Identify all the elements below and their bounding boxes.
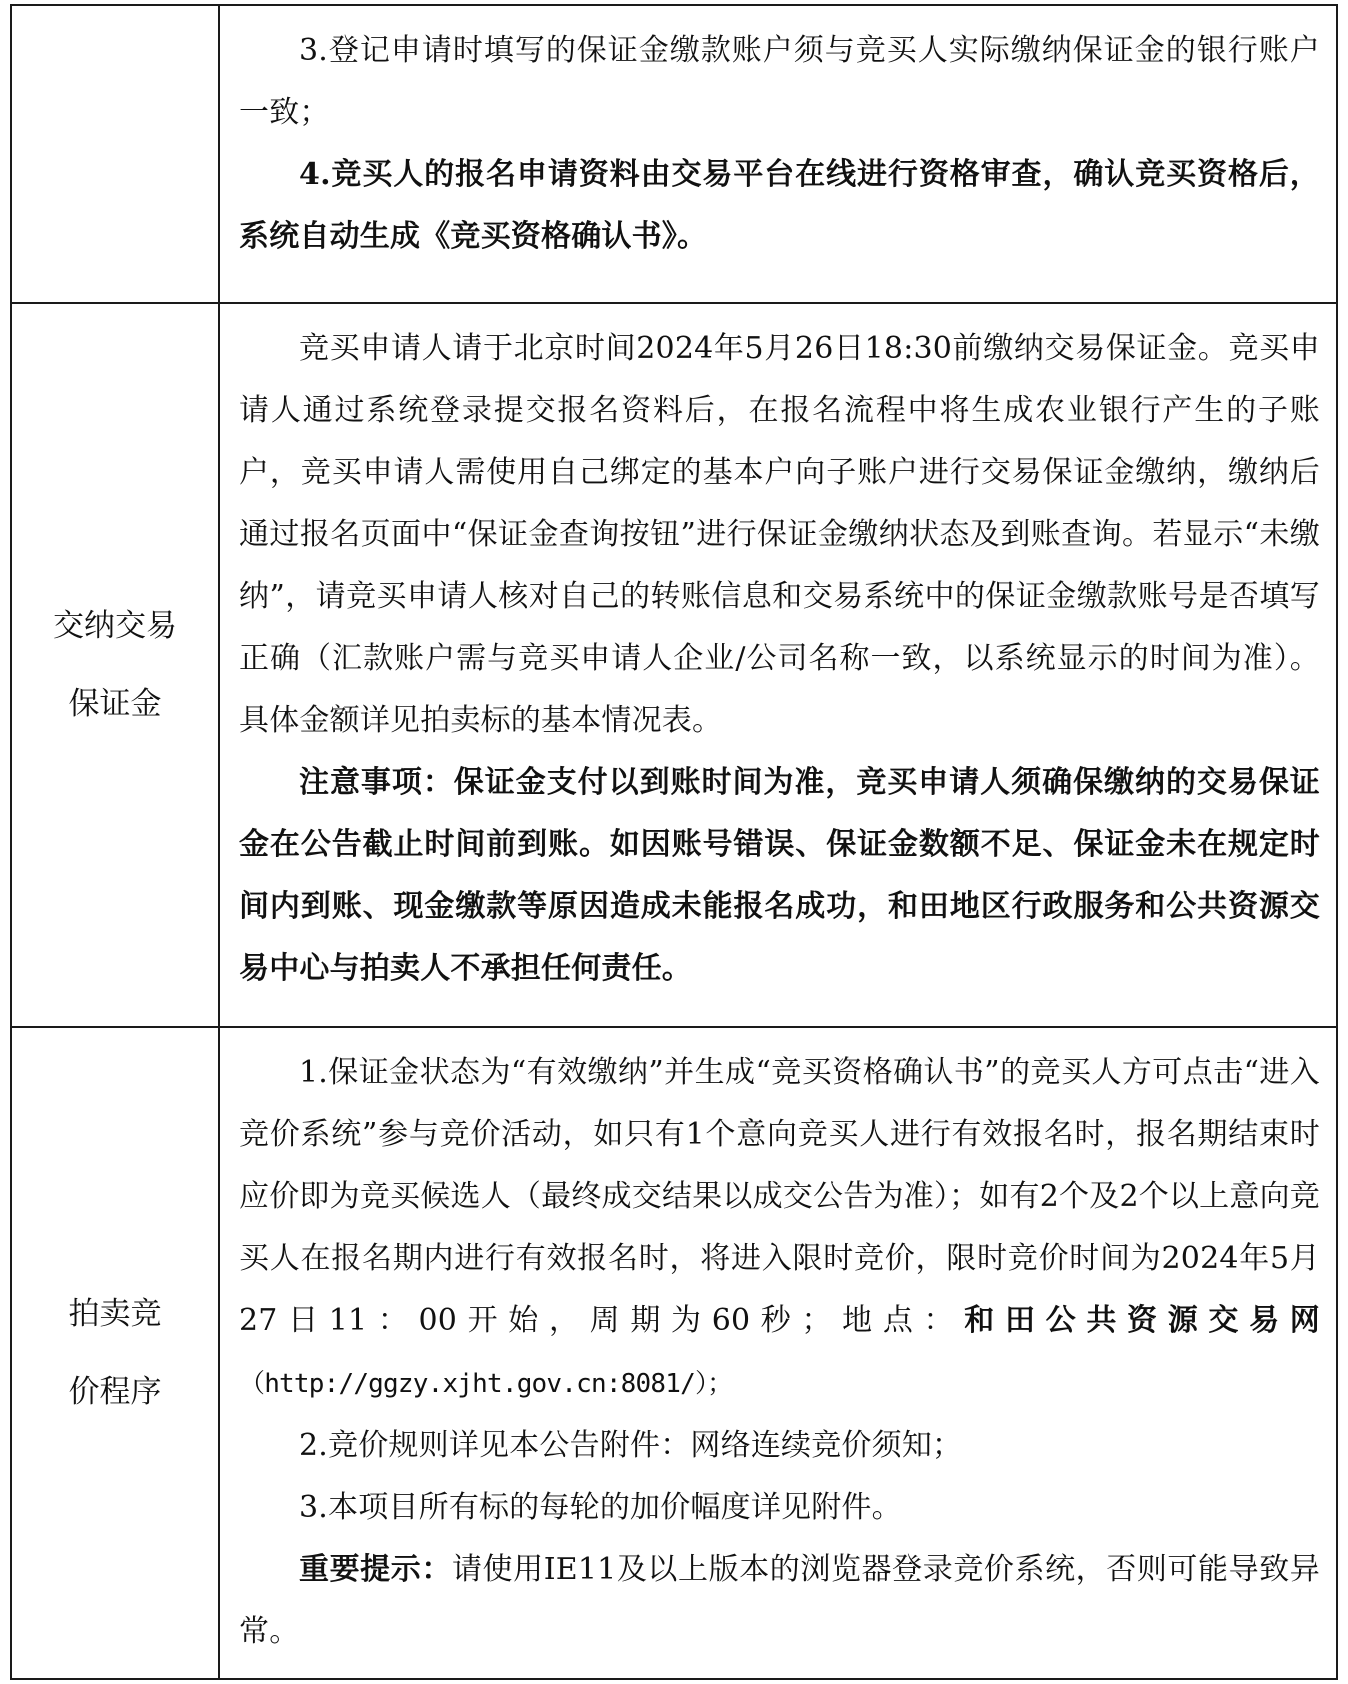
row-label-bidding <box>11 1027 219 1679</box>
table-row <box>11 303 1337 1027</box>
table-row <box>11 5 1337 303</box>
table-row <box>11 1027 1337 1679</box>
paragraph-bid-increment: 3.本项目所有标的每轮的加价幅度详见附件。 <box>299 1490 902 1525</box>
paragraph-important-tip <box>239 1539 1320 1663</box>
row-content <box>219 5 1337 303</box>
row-content <box>219 1027 1337 1679</box>
paragraph-bidding-procedure <box>239 1042 1320 1415</box>
label-line: 保证金 <box>68 686 162 722</box>
label-line: 价程序 <box>68 1374 162 1410</box>
paragraph-account-consistency: 3.登记申请时填写的保证金缴款账户须与竞买人实际缴纳保证金的银行账户一致； <box>239 33 1320 130</box>
paragraph-qualification-review: 4.竞买人的报名申请资料由交易平台在线进行资格审查，确认竞买资格后，系统自动生成《竞买资格确认书》。 <box>239 157 1320 254</box>
paragraph-deposit-notice: 注意事项：保证金支付以到账时间为准，竞买申请人须确保缴纳的交易保证金在公告截止时间前到账。如因账号错误、保证金数额不足、保证金未在规定时间内到账、现金缴款等原因造成未能报名成功，和田地区行政服务和公共资源交易中心与拍卖人不承担任何责任。 <box>239 765 1320 986</box>
row-label-empty <box>11 5 219 303</box>
paragraph-deposit-instructions: 竞买申请人请于北京时间2024年5月26日18:30前缴纳交易保证金。竞买申请人通过系统登录提交报名资料后，在报名流程中将生成农业银行产生的子账户，竞买申请人需使用自己绑定的基本户向子账户进行交易保证金缴纳，缴纳后通过报名页面中“保证金查询按钮”进行保证金缴纳状态及到账查询。若显示“未缴纳”，请竞买申请人核对自己的转账信息和交易系统中的保证金缴款账号是否填写正确（汇款账户需与竞买申请人企业/公司名称一致，以系统显示的时间为准）。具体金额详见拍卖标的基本情况表。 <box>239 331 1320 738</box>
paragraph-bidding-rules: 2.竞价规则详见本公告附件：网络连续竞价须知； <box>299 1428 963 1463</box>
bidding-place: 和田公共资源交易网 <box>964 1303 1320 1338</box>
label-line: 拍卖竞 <box>68 1296 162 1332</box>
row-label-deposit <box>11 303 219 1027</box>
announcement-table <box>10 4 1338 1680</box>
bidding-url: （http://ggzy.xjht.gov.cn:8081/）； <box>239 1369 733 1399</box>
bidding-procedure-text: 1.保证金状态为“有效缴纳”并生成“竞买资格确认书”的竞买人方可点击“进入竞价系统”参与竞价活动，如只有1个意向竞买人进行有效报名时，报名期结束时应价即为竞买候选人（最终成交结果以成交公告为准）；如有2个及2个以上意向竞买人在报名期内进行有效报名时，将进入限时竞价，限时竞价时间为2024年5月27日11：00开始，周期为60秒；地点： <box>239 1055 1320 1338</box>
label-line: 交纳交易 <box>53 608 177 644</box>
important-tip-text: 请使用IE11及以上版本的浏览器登录竞价系统，否则可能导致异常。 <box>239 1552 1320 1649</box>
important-tip-lead: 重要提示： <box>299 1552 452 1587</box>
row-content <box>219 303 1337 1027</box>
